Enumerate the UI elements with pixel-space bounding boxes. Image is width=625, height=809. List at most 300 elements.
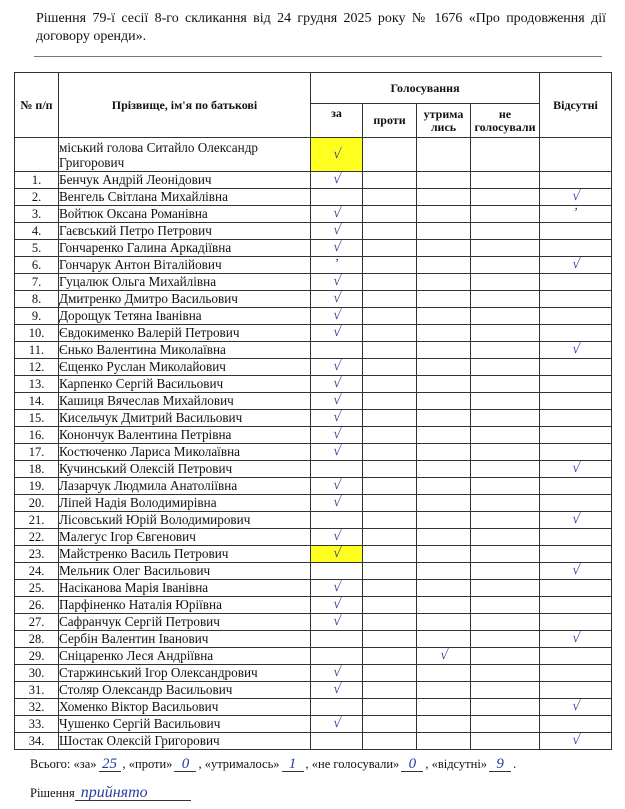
mark-za — [311, 478, 363, 495]
mark-proty — [363, 444, 417, 461]
mark-ne — [471, 410, 540, 427]
mark-absent — [540, 631, 612, 648]
mark-absent — [540, 393, 612, 410]
decision-label: Рішення — [30, 786, 75, 800]
totals-proty-label: «проти» — [128, 757, 173, 771]
table-row — [15, 461, 612, 478]
totals-absent-label: «відсутні» — [431, 757, 488, 771]
check-icon: √ — [331, 274, 342, 289]
table-row — [15, 631, 612, 648]
table-row — [15, 546, 612, 563]
row-num: 2. — [15, 189, 59, 206]
mark-utrym — [417, 733, 471, 750]
mark-ne — [471, 682, 540, 699]
mark-ne — [471, 393, 540, 410]
mark-utrym — [417, 427, 471, 444]
mark-ne — [471, 478, 540, 495]
mark-za — [311, 257, 363, 274]
check-icon: √ — [331, 546, 342, 561]
mark-proty — [363, 495, 417, 512]
check-icon: √ — [331, 308, 342, 323]
totals-proty-value: 0 — [174, 757, 196, 772]
table-row — [15, 682, 612, 699]
mark-ne — [471, 138, 540, 172]
table-row-mayor — [15, 138, 612, 172]
mark-utrym — [417, 410, 471, 427]
mark-proty — [363, 682, 417, 699]
mark-za — [311, 512, 363, 529]
mark-proty — [363, 699, 417, 716]
mark-ne — [471, 733, 540, 750]
mark-absent — [540, 597, 612, 614]
row-name: Костюченко Лариса Миколаївна — [59, 444, 311, 461]
mark-absent — [540, 325, 612, 342]
mark-absent — [540, 274, 612, 291]
check-icon: √ — [570, 631, 581, 646]
mark-utrym — [417, 614, 471, 631]
mark-utrym — [417, 580, 471, 597]
mark-za — [311, 138, 363, 172]
table-row — [15, 308, 612, 325]
row-name: Шостак Олексій Григорович — [59, 733, 311, 750]
check-icon: ʼ — [333, 257, 340, 272]
mark-proty — [363, 240, 417, 257]
row-name: Єщенко Руслан Миколайович — [59, 359, 311, 376]
table-row — [15, 733, 612, 750]
col-utrym-header: утрима лись — [417, 104, 471, 138]
mark-za — [311, 172, 363, 189]
mark-absent — [540, 206, 612, 223]
mark-absent — [540, 240, 612, 257]
mark-ne — [471, 716, 540, 733]
table-row — [15, 206, 612, 223]
check-icon: √ — [570, 461, 581, 476]
mark-za — [311, 563, 363, 580]
mark-za — [311, 274, 363, 291]
heading-underline — [34, 56, 602, 57]
mark-za — [311, 427, 363, 444]
row-name: Кисельчук Дмитрий Васильович — [59, 410, 311, 427]
mark-za — [311, 682, 363, 699]
row-name: Лазарчук Людмила Анатоліївна — [59, 478, 311, 495]
mark-utrym — [417, 257, 471, 274]
mark-ne — [471, 614, 540, 631]
row-num: 3. — [15, 206, 59, 223]
mark-absent — [540, 614, 612, 631]
mark-proty — [363, 189, 417, 206]
row-name: Ліпей Надія Володимирівна — [59, 495, 311, 512]
row-name: Войтюк Оксана Романівна — [59, 206, 311, 223]
row-name: Конончук Валентина Петрівна — [59, 427, 311, 444]
row-name: Столяр Олександр Васильович — [59, 682, 311, 699]
mark-proty — [363, 580, 417, 597]
mark-za — [311, 393, 363, 410]
totals-utrym-value: 1 — [282, 757, 304, 772]
col-absent-header: Відсутні — [540, 73, 612, 138]
check-icon: √ — [331, 597, 342, 612]
table-row — [15, 274, 612, 291]
mark-utrym — [417, 325, 471, 342]
mark-proty — [363, 614, 417, 631]
mark-absent — [540, 495, 612, 512]
check-icon: √ — [570, 342, 581, 357]
mark-za — [311, 597, 363, 614]
check-icon: √ — [331, 325, 342, 340]
row-name: Гончарук Антон Віталійович — [59, 257, 311, 274]
table-row — [15, 648, 612, 665]
mark-proty — [363, 274, 417, 291]
mark-utrym — [417, 648, 471, 665]
mark-proty — [363, 359, 417, 376]
row-num: 24. — [15, 563, 59, 580]
mark-proty — [363, 138, 417, 172]
mark-utrym — [417, 376, 471, 393]
table-row — [15, 410, 612, 427]
table-row — [15, 495, 612, 512]
check-icon: √ — [331, 665, 342, 680]
mark-utrym — [417, 478, 471, 495]
mark-ne — [471, 427, 540, 444]
check-icon: √ — [570, 512, 581, 527]
row-name: Єнько Валентина Миколаївна — [59, 342, 311, 359]
table-row — [15, 376, 612, 393]
table-row — [15, 597, 612, 614]
mark-ne — [471, 240, 540, 257]
mark-proty — [363, 529, 417, 546]
mark-ne — [471, 665, 540, 682]
table-row — [15, 325, 612, 342]
table-row — [15, 444, 612, 461]
check-icon: √ — [331, 682, 342, 697]
mark-utrym — [417, 546, 471, 563]
check-icon: √ — [331, 495, 342, 510]
mark-utrym — [417, 172, 471, 189]
table-row — [15, 699, 612, 716]
mark-utrym — [417, 665, 471, 682]
mark-utrym — [417, 444, 471, 461]
mark-absent — [540, 359, 612, 376]
mark-absent — [540, 427, 612, 444]
table-row — [15, 291, 612, 308]
mark-ne — [471, 223, 540, 240]
table-row — [15, 257, 612, 274]
mark-proty — [363, 393, 417, 410]
mark-utrym — [417, 291, 471, 308]
mark-ne — [471, 648, 540, 665]
mark-utrym — [417, 138, 471, 172]
table-row — [15, 478, 612, 495]
row-num: 20. — [15, 495, 59, 512]
row-num: 5. — [15, 240, 59, 257]
col-name-header: Прізвище, ім'я по батькові — [59, 73, 311, 138]
row-name: Дмитренко Дмитро Васильович — [59, 291, 311, 308]
table-row — [15, 512, 612, 529]
mark-ne — [471, 444, 540, 461]
row-num: 14. — [15, 393, 59, 410]
row-num: 29. — [15, 648, 59, 665]
check-icon: √ — [570, 563, 581, 578]
mark-proty — [363, 512, 417, 529]
mark-za — [311, 308, 363, 325]
mark-proty — [363, 733, 417, 750]
row-name: Гаєвський Петро Петрович — [59, 223, 311, 240]
check-icon: √ — [331, 478, 342, 493]
mark-absent — [540, 444, 612, 461]
mark-proty — [363, 478, 417, 495]
mark-za — [311, 699, 363, 716]
mark-utrym — [417, 206, 471, 223]
mark-ne — [471, 325, 540, 342]
row-num: 25. — [15, 580, 59, 597]
row-name: Гончаренко Галина Аркадіївна — [59, 240, 311, 257]
totals-ne-value: 0 — [401, 757, 423, 772]
row-name: Старжинський Ігор Олександрович — [59, 665, 311, 682]
table-row — [15, 665, 612, 682]
mark-proty — [363, 563, 417, 580]
mark-za — [311, 631, 363, 648]
row-name: Малегус Ігор Євгенович — [59, 529, 311, 546]
check-icon: √ — [438, 648, 449, 663]
mark-absent — [540, 138, 612, 172]
row-num: 12. — [15, 359, 59, 376]
row-num: 1. — [15, 172, 59, 189]
mark-za — [311, 376, 363, 393]
mark-ne — [471, 563, 540, 580]
mark-absent — [540, 478, 612, 495]
row-num: 4. — [15, 223, 59, 240]
mark-utrym — [417, 563, 471, 580]
check-icon: √ — [331, 716, 342, 731]
row-num: 13. — [15, 376, 59, 393]
row-name: Майстренко Василь Петрович — [59, 546, 311, 563]
decision-line — [30, 785, 191, 801]
mark-proty — [363, 342, 417, 359]
row-num: 10. — [15, 325, 59, 342]
check-icon: ʼ — [572, 206, 579, 221]
mark-absent — [540, 308, 612, 325]
mark-proty — [363, 546, 417, 563]
row-num: 8. — [15, 291, 59, 308]
mark-proty — [363, 325, 417, 342]
mark-utrym — [417, 529, 471, 546]
mark-utrym — [417, 240, 471, 257]
mark-za — [311, 495, 363, 512]
mark-ne — [471, 631, 540, 648]
table-row — [15, 172, 612, 189]
table-row — [15, 614, 612, 631]
row-num: 11. — [15, 342, 59, 359]
check-icon: √ — [331, 580, 342, 595]
document-heading: Рішення 79-ї сесії 8-го скликання від 24 грудня 2025 року № 1676 «Про продовження дії договору оренди». — [36, 11, 606, 44]
check-icon: √ — [331, 146, 342, 162]
mark-utrym — [417, 223, 471, 240]
mark-absent — [540, 410, 612, 427]
mark-utrym — [417, 631, 471, 648]
mark-absent — [540, 699, 612, 716]
totals-utrym-label: «утрималось» — [204, 757, 280, 771]
mark-absent — [540, 342, 612, 359]
mark-za — [311, 648, 363, 665]
mark-utrym — [417, 359, 471, 376]
mark-proty — [363, 410, 417, 427]
table-row — [15, 359, 612, 376]
row-num: 26. — [15, 597, 59, 614]
row-name: Євдокименко Валерій Петрович — [59, 325, 311, 342]
row-name: Дорощук Тетяна Іванівна — [59, 308, 311, 325]
mark-proty — [363, 223, 417, 240]
mark-ne — [471, 512, 540, 529]
mark-absent — [540, 733, 612, 750]
mark-ne — [471, 699, 540, 716]
check-icon: √ — [570, 189, 581, 204]
mark-za — [311, 665, 363, 682]
table-row — [15, 716, 612, 733]
row-name: Лісовський Юрій Володимирович — [59, 512, 311, 529]
mark-proty — [363, 665, 417, 682]
mark-absent — [540, 665, 612, 682]
row-name: Чушенко Сергій Васильович — [59, 716, 311, 733]
col-ne-header: не голосували — [471, 104, 540, 138]
mark-ne — [471, 461, 540, 478]
mark-za — [311, 614, 363, 631]
mark-absent — [540, 682, 612, 699]
table-row — [15, 580, 612, 597]
totals-line: Всього: «за» 25 , «проти» 0 , «утрималось» 1 , «не голосували» 0 , «відсутні» 9 . — [30, 756, 517, 772]
row-name: Мельник Олег Васильович — [59, 563, 311, 580]
mark-utrym — [417, 699, 471, 716]
row-num: 21. — [15, 512, 59, 529]
mark-ne — [471, 274, 540, 291]
row-name: Хоменко Віктор Васильович — [59, 699, 311, 716]
mark-proty — [363, 461, 417, 478]
mark-proty — [363, 308, 417, 325]
row-num: 17. — [15, 444, 59, 461]
mark-utrym — [417, 716, 471, 733]
mark-za — [311, 444, 363, 461]
table-row — [15, 393, 612, 410]
row-num: 7. — [15, 274, 59, 291]
row-num: 15. — [15, 410, 59, 427]
mark-absent — [540, 563, 612, 580]
row-num: 34. — [15, 733, 59, 750]
mark-utrym — [417, 461, 471, 478]
check-icon: √ — [331, 393, 342, 408]
mark-proty — [363, 257, 417, 274]
mark-absent — [540, 172, 612, 189]
mark-proty — [363, 631, 417, 648]
table-row — [15, 529, 612, 546]
mark-za — [311, 461, 363, 478]
mark-absent — [540, 291, 612, 308]
row-name: Сніцаренко Леся Андріївна — [59, 648, 311, 665]
check-icon: √ — [331, 529, 342, 544]
mark-za — [311, 240, 363, 257]
mark-proty — [363, 172, 417, 189]
mark-za — [311, 410, 363, 427]
row-name: Бенчук Андрій Леонідович — [59, 172, 311, 189]
mark-za — [311, 189, 363, 206]
row-num: 32. — [15, 699, 59, 716]
mark-absent — [540, 223, 612, 240]
check-icon: √ — [331, 410, 342, 425]
check-icon: √ — [570, 733, 581, 748]
row-num: 6. — [15, 257, 59, 274]
row-num: 19. — [15, 478, 59, 495]
mark-utrym — [417, 597, 471, 614]
mark-absent — [540, 376, 612, 393]
table-row — [15, 342, 612, 359]
totals-label: Всього: — [30, 757, 71, 771]
col-voting-header: Голосування — [311, 73, 540, 104]
check-icon: √ — [331, 240, 342, 255]
mark-absent — [540, 512, 612, 529]
mark-ne — [471, 495, 540, 512]
check-icon: √ — [331, 427, 342, 442]
check-icon: √ — [570, 699, 581, 714]
row-num: 30. — [15, 665, 59, 682]
mark-proty — [363, 648, 417, 665]
row-name: Кучинський Олексій Петрович — [59, 461, 311, 478]
mark-za — [311, 342, 363, 359]
row-name: Парфіненко Наталія Юріївна — [59, 597, 311, 614]
table-row — [15, 563, 612, 580]
mark-za — [311, 733, 363, 750]
col-za-header: за — [311, 104, 363, 138]
mark-proty — [363, 427, 417, 444]
check-icon: √ — [331, 223, 342, 238]
col-proty-header: проти — [363, 104, 417, 138]
mark-ne — [471, 257, 540, 274]
table-row — [15, 427, 612, 444]
mark-ne — [471, 359, 540, 376]
check-icon: √ — [331, 206, 342, 221]
row-name: Насіканова Марія Іванівна — [59, 580, 311, 597]
totals-za-value: 25 — [99, 757, 121, 772]
mark-utrym — [417, 274, 471, 291]
mark-proty — [363, 376, 417, 393]
mark-absent — [540, 461, 612, 478]
decision-value: прийнято — [75, 785, 191, 801]
mark-ne — [471, 376, 540, 393]
mark-proty — [363, 291, 417, 308]
row-name: Карпенко Сергій Васильович — [59, 376, 311, 393]
mark-ne — [471, 172, 540, 189]
check-icon: √ — [331, 376, 342, 391]
mark-za — [311, 359, 363, 376]
mark-utrym — [417, 495, 471, 512]
mark-za — [311, 223, 363, 240]
mark-za — [311, 206, 363, 223]
row-name: Венгель Світлана Михайлівна — [59, 189, 311, 206]
mark-za — [311, 580, 363, 597]
row-name: міський голова Ситайло Олександр Григорович — [59, 138, 311, 172]
check-icon: √ — [331, 614, 342, 629]
mark-ne — [471, 189, 540, 206]
mark-ne — [471, 597, 540, 614]
row-num: 23. — [15, 546, 59, 563]
check-icon: √ — [331, 444, 342, 459]
row-num: 22. — [15, 529, 59, 546]
totals-za-label: «за» — [73, 757, 97, 771]
col-num-header: № п/п — [15, 73, 59, 138]
mark-za — [311, 716, 363, 733]
mark-absent — [540, 189, 612, 206]
mark-absent — [540, 529, 612, 546]
mark-ne — [471, 580, 540, 597]
check-icon: √ — [331, 359, 342, 374]
mark-absent — [540, 716, 612, 733]
row-num: 16. — [15, 427, 59, 444]
